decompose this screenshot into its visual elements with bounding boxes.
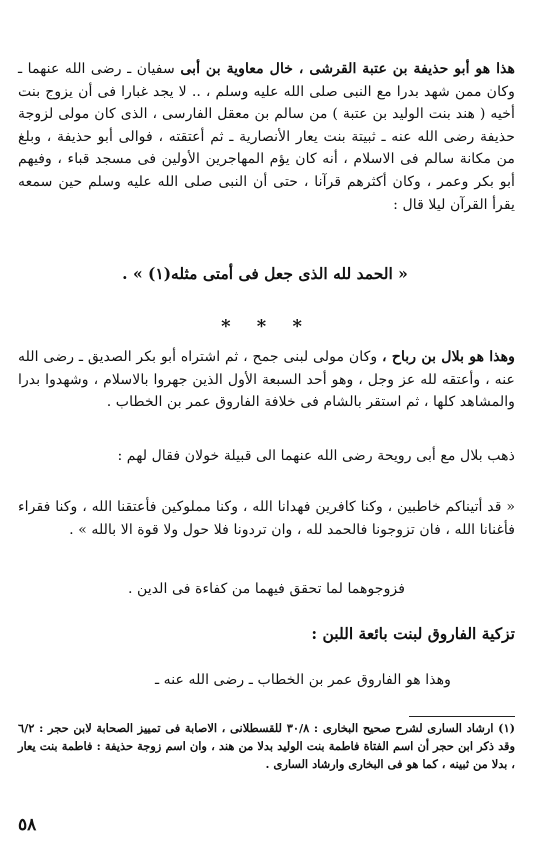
section-heading: تزكية الفاروق لبنت بائعة اللبن : [311, 624, 515, 643]
paragraph-marriage: فزوجوهما لما تحقق فيهما من كفاءة فى الدين . [127, 581, 406, 597]
paragraph-umar: وهذا هو الفاروق عمر بن الخطاب ـ رضى الله عنه ـ [154, 672, 451, 688]
section-separator: * * * [221, 316, 312, 337]
paragraph-abu-hudhayfa [18, 58, 515, 216]
paragraph-lead: هذا هو أبو حذيفة بن عتبة القرشى ، خال معاوية بن أبى [180, 61, 515, 77]
paragraph-body: وكان مولى لبنى جمح ، ثم اشتراه أبو بكر الصديق ـ رضى الله عنه ، وأعتقه لله عز وجل ، وهو أحد السبعة الأول الذين جهروا بالاسلام ، وشهدوا بدرا والمشاهد كلها ، ثم استقر بالشام فى خلافة الفاروق عمر بن الخطاب . [18, 349, 515, 411]
footnote-divider [409, 716, 515, 717]
paragraph-khawlan: ذهب بلال مع أبى رويحة رضى الله عنهما الى قبيلة خولان فقال لهم : [117, 448, 515, 464]
page-number: ٥٨ [18, 815, 37, 835]
paragraph-body: سفيان ـ رضى الله عنهما ـ وكان ممن شهد بدرا مع النبى صلى الله عليه وسلم ، .. لا يجد غبارا فى أن يزوج بنت أخيه ( هند بنت الوليد بن عتبة ) من سالم بن معقل الفارسى ، الذى كان مولى لزوجة حذيفة رضى الله عنه ـ ثبيتة بنت يعار الأنصارية ـ ثم أعتقته ، فوالى أبو حذيفة ، وبلغ من مكانة سالم فى الاسلام ، أنه كان يؤم المهاجرين الأولين فى مسجد قباء ، وفيهم أبو بكر وعمر ، وكان أكثرهم قرآنا ، حتى أن النبى صلى الله عليه وسلم حين سمعه يقرأ القرآن ليلا قال : [18, 61, 515, 213]
paragraph-lead: وهذا هو بلال بن رباح ، [382, 349, 516, 365]
paragraph-speech-quote: « قد أتيناكم خاطبين ، وكنا كافرين فهدانا الله ، وكنا مملوكين فأعتقنا الله ، وكنا فقراء فأغنانا الله ، فان تزوجونا فالحمد لله ، وان تردونا فلا حول ولا قوة الا بالله » . [18, 499, 515, 538]
hadith-quote: « الحمد لله الذى جعل فى أمتى مثله(١) » . [122, 264, 408, 283]
footnote: (١) ارشاد السارى لشرح صحيح البخارى : ٣٠/٨ للقسطلانى ، الاصابة فى تمييز الصحابة لابن حجر : ٦/٢ وقد ذكر ابن حجر أن اسم الفتاة فاطمة بنت الوليد بدلا من هند ، وان اسم زوجة حذيفة : فاطمة بنت يعار ، بدلا من ثبينه ، كما هو فى البخارى وارشاد السارى . [18, 721, 515, 771]
paragraph-bilal [18, 346, 515, 414]
